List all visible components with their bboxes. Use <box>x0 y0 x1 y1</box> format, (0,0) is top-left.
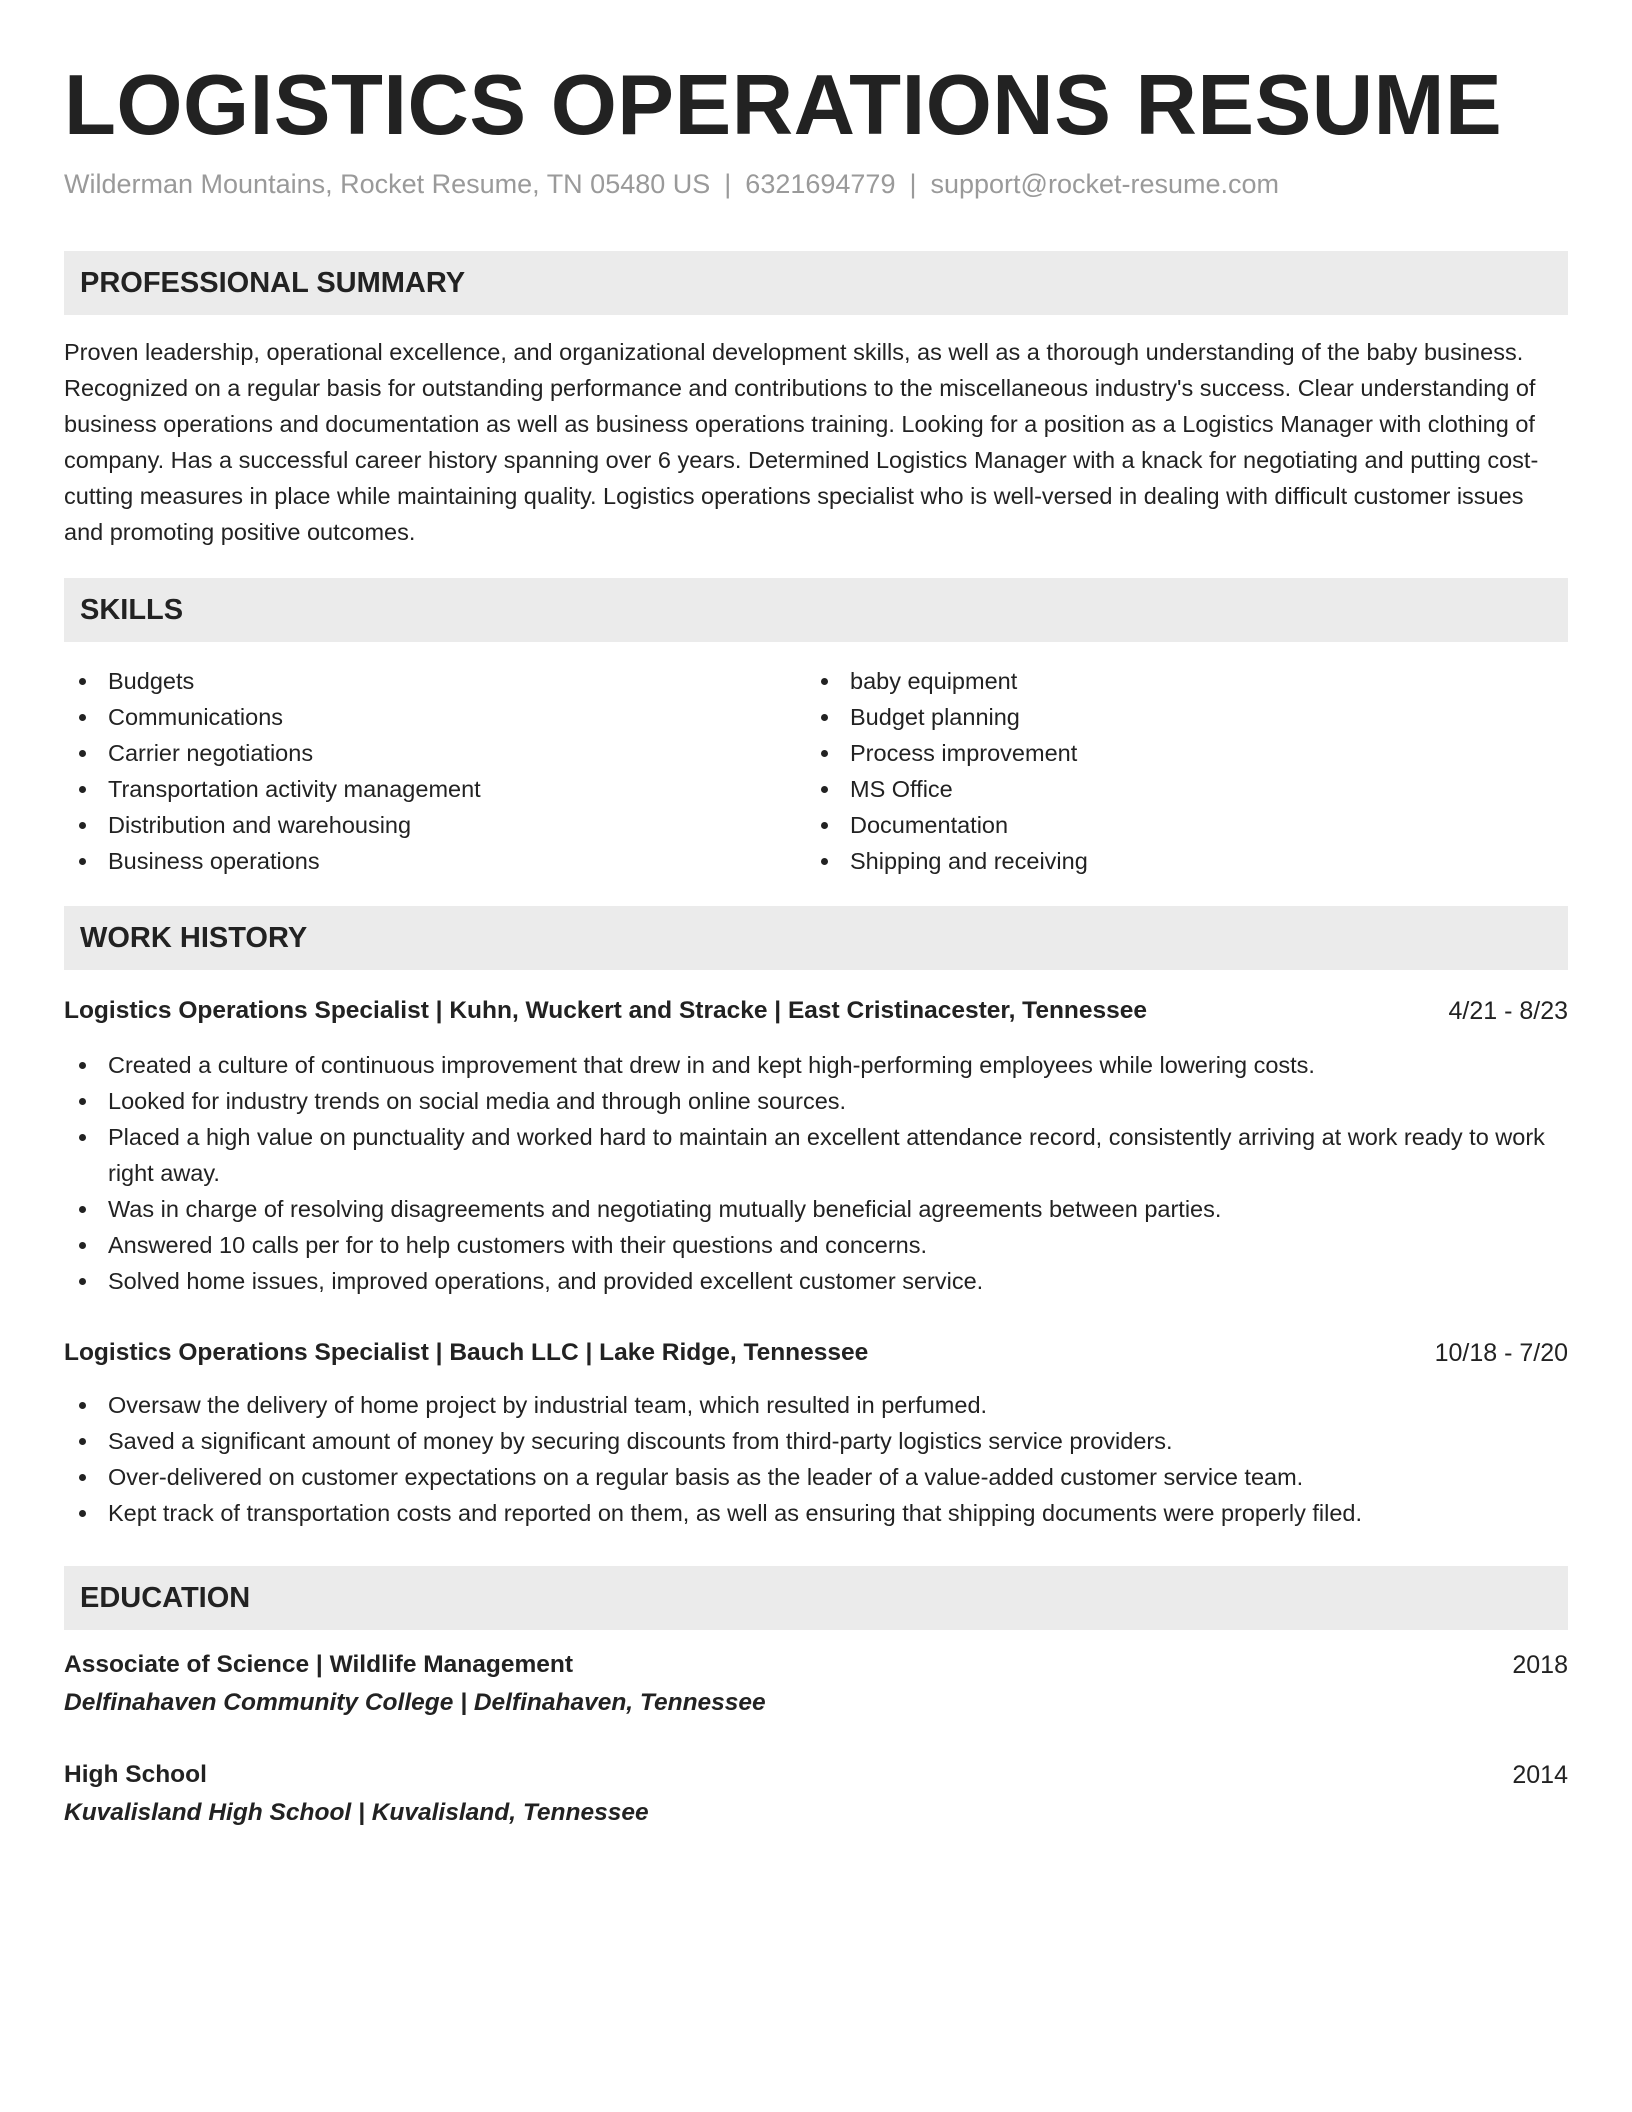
education-year: 2014 <box>1512 1761 1568 1789</box>
job-title-line <box>64 1335 1568 1371</box>
job-bullets <box>64 1387 1568 1531</box>
job-title: Logistics Operations Specialist | Kuhn, Wuckert and Stracke | East Cristinacester, Tennessee <box>64 997 1148 1024</box>
summary-section-header <box>64 251 1568 315</box>
skill-item: Business operations <box>64 843 764 879</box>
skill-item: Distribution and warehousing <box>64 807 764 843</box>
skills-section-header <box>64 578 1568 642</box>
job-bullet: Kept track of transportation costs and reported on them, as well as ensuring that shipping documents were properly filed. <box>64 1495 1568 1531</box>
work-heading: WORK HISTORY <box>80 922 308 954</box>
skill-item: MS Office <box>806 771 1506 807</box>
job-bullet: Answered 10 calls per for to help customers with their questions and concerns. <box>64 1227 1568 1263</box>
job-bullet: Oversaw the delivery of home project by industrial team, which resulted in perfumed. <box>64 1387 1568 1423</box>
skills-column-right <box>806 663 1506 879</box>
resume-title: LOGISTICS OPERATIONS RESUME <box>64 58 1503 153</box>
work-section-header <box>64 906 1568 970</box>
job-title-line <box>64 993 1568 1029</box>
job-bullets <box>64 1047 1568 1299</box>
education-degree-line <box>64 1647 1568 1683</box>
contact-address: Wilderman Mountains, Rocket Resume, TN 05480 US <box>64 169 711 199</box>
contact-phone: 6321694779 <box>745 169 896 199</box>
skills-column-left <box>64 663 764 879</box>
job-dates: 4/21 - 8/23 <box>1448 997 1568 1025</box>
skill-item: Process improvement <box>806 735 1506 771</box>
contact-line <box>64 166 1279 202</box>
job-bullet: Created a culture of continuous improvement that drew in and kept high-performing employees while lowering costs. <box>64 1047 1568 1083</box>
job-title: Logistics Operations Specialist | Bauch LLC | Lake Ridge, Tennessee <box>64 1339 869 1366</box>
education-section-header <box>64 1566 1568 1630</box>
education-school: Delfinahaven Community College | Delfinahaven, Tennessee <box>64 1689 766 1716</box>
education-school: Kuvalisland High School | Kuvalisland, Tennessee <box>64 1799 649 1826</box>
skills-heading: SKILLS <box>80 594 184 626</box>
summary-text: Proven leadership, operational excellence, and organizational development skills, as well as a thorough understanding of the baby business. Recognized on a regular basis for outstanding performance and contributions to the miscellaneous industry's success. Clear understanding of business operations and documentation as well as business operations training. Looking for a position as a Logistics Manager with clothing of company. Has a successful career history spanning over 6 years. Determined Logistics Manager with a knack for negotiating and putting cost-cutting measures in place while maintaining quality. Logistics operations specialist who is well-versed in dealing with difficult customer issues and promoting positive outcomes. <box>64 339 1539 545</box>
skill-item: baby equipment <box>806 663 1506 699</box>
job-bullet: Looked for industry trends on social media and through online sources. <box>64 1083 1568 1119</box>
job-dates: 10/18 - 7/20 <box>1434 1339 1568 1367</box>
skill-item: Transportation activity management <box>64 771 764 807</box>
job-bullet: Was in charge of resolving disagreements and negotiating mutually beneficial agreements between parties. <box>64 1191 1568 1227</box>
education-degree-line <box>64 1757 1568 1793</box>
contact-separator: | <box>909 169 917 199</box>
contact-separator: | <box>724 169 732 199</box>
skill-item: Shipping and receiving <box>806 843 1506 879</box>
job-bullet: Solved home issues, improved operations, and provided excellent customer service. <box>64 1263 1568 1299</box>
skill-item: Communications <box>64 699 764 735</box>
job-bullet: Over-delivered on customer expectations on a regular basis as the leader of a value-added customer service team. <box>64 1459 1568 1495</box>
education-heading: EDUCATION <box>80 1582 251 1614</box>
education-year: 2018 <box>1512 1651 1568 1679</box>
summary-heading: PROFESSIONAL SUMMARY <box>80 267 466 299</box>
job-bullet: Saved a significant amount of money by securing discounts from third-party logistics service providers. <box>64 1423 1568 1459</box>
skill-item: Carrier negotiations <box>64 735 764 771</box>
skill-item: Documentation <box>806 807 1506 843</box>
skill-item: Budget planning <box>806 699 1506 735</box>
job-bullet: Placed a high value on punctuality and worked hard to maintain an excellent attendance record, consistently arriving at work ready to work right away. <box>64 1119 1568 1191</box>
education-degree: Associate of Science | Wildlife Management <box>64 1651 574 1678</box>
education-degree: High School <box>64 1761 207 1788</box>
contact-email: support@rocket-resume.com <box>930 169 1280 199</box>
skill-item: Budgets <box>64 663 764 699</box>
